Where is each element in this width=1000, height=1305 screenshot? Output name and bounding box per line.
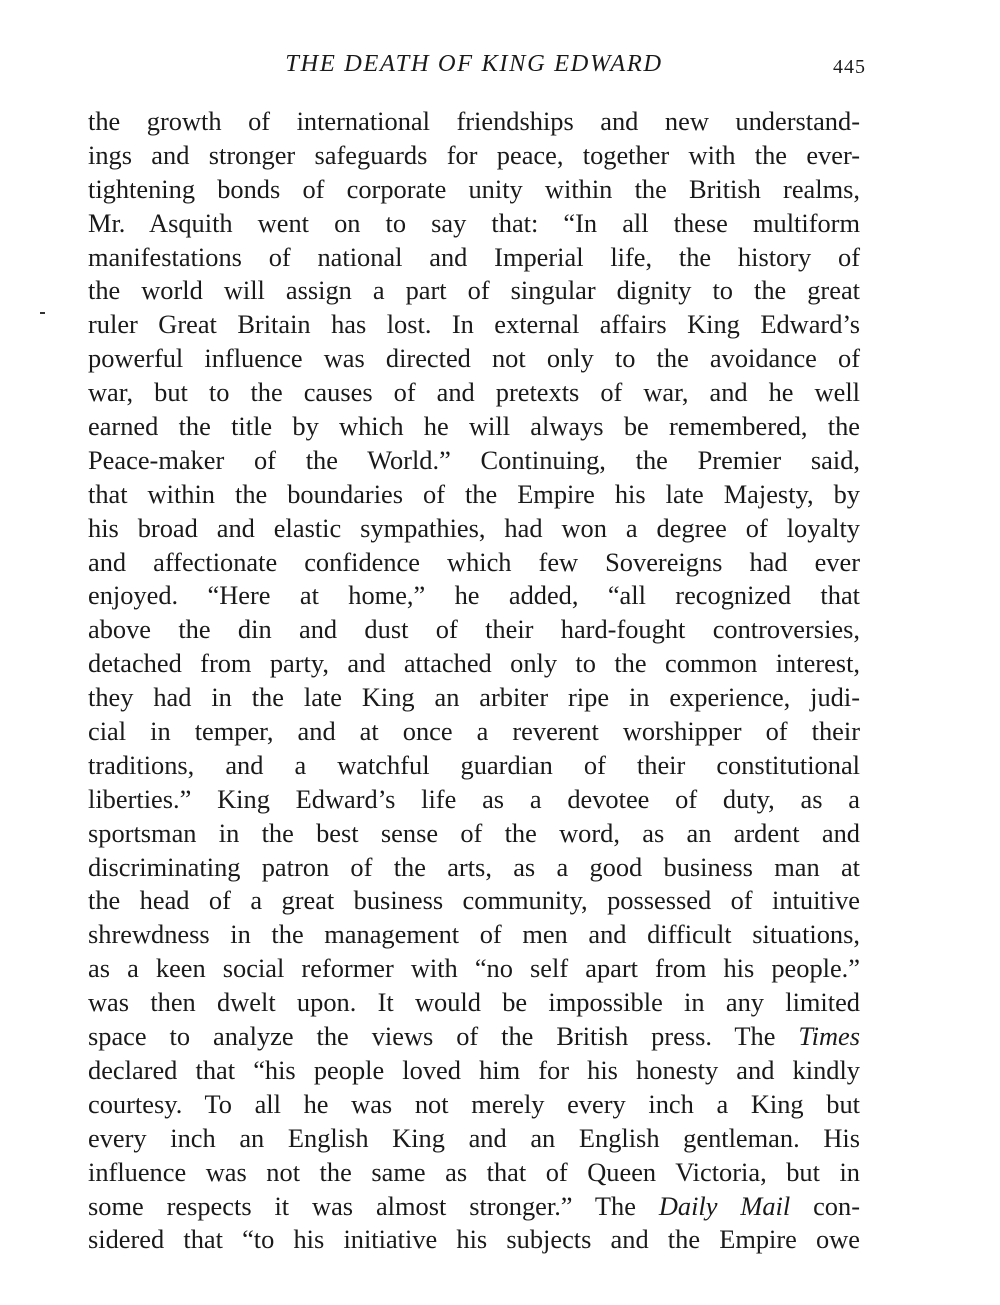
margin-speck: [40, 312, 45, 314]
text-line: [88, 308, 860, 342]
text-line: [88, 1054, 860, 1088]
text-segment: the world will assign a part of singular dignity to the great: [88, 275, 860, 306]
text-segment: every inch an English King and an English gentleman. His: [88, 1122, 860, 1153]
text-segment: the head of a great business community, possessed of intuitive: [88, 885, 860, 916]
text-line: [88, 173, 860, 207]
text-segment: con-: [790, 1190, 860, 1221]
text-line: [88, 1156, 860, 1190]
text-segment: cial in temper, and at once a reverent worshipper of their: [88, 716, 860, 747]
text-segment: liberties.” King Edward’s life as a devotee of duty, as a: [88, 783, 860, 814]
text-segment: traditions, and a watchful guardian of their constitutional: [88, 749, 860, 780]
text-line: [88, 274, 860, 308]
text-segment: above the din and dust of their hard-fought controversies,: [88, 614, 860, 645]
text-line: [88, 410, 860, 444]
running-head: [88, 48, 866, 88]
text-segment: tightening bonds of corporate unity within the British realms,: [88, 173, 860, 204]
text-line: [88, 749, 860, 783]
text-segment: space to analyze the views of the British press. The: [88, 1021, 799, 1052]
text-segment: courtesy. To all he was not merely every inch a King but: [88, 1088, 860, 1119]
text-line: [88, 1223, 860, 1257]
text-segment: and affectionate confidence which few Sovereigns had ever: [88, 546, 860, 577]
text-line: [88, 884, 860, 918]
text-line: [88, 613, 860, 647]
text-line: [88, 376, 860, 410]
running-title: THE DEATH OF KING EDWARD: [285, 50, 663, 77]
body-text: [88, 105, 860, 1257]
text-segment: declared that “his people loved him for his honesty and kindly: [88, 1054, 860, 1085]
text-segment: influence was not the same as that of Queen Victoria, but in: [88, 1156, 860, 1187]
text-line: [88, 647, 860, 681]
text-segment: his broad and elastic sympathies, had won a degree of loyalty: [88, 512, 860, 543]
text-segment: earned the title by which he will always be remembered, the: [88, 411, 860, 442]
text-segment: discriminating patron of the arts, as a good business man at: [88, 851, 860, 882]
text-segment: sidered that “to his initiative his subjects and the Empire owe: [88, 1224, 860, 1255]
text-line: [88, 1122, 860, 1156]
text-line: [88, 139, 860, 173]
text-line: [88, 817, 860, 851]
text-segment: Peace-maker of the World.” Continuing, the Premier said,: [88, 444, 860, 475]
italic-title: Daily Mail: [658, 1190, 791, 1221]
text-segment: enjoyed. “Here at home,” he added, “all recognized that: [88, 580, 860, 611]
text-segment: shrewdness in the management of men and difficult situations,: [88, 919, 860, 950]
text-segment: Mr. Asquith went on to say that: “In all these multiform: [88, 207, 860, 238]
text-segment: some respects it was almost stronger.” The: [88, 1190, 659, 1221]
text-line: [88, 342, 860, 376]
text-line: [88, 1088, 860, 1122]
text-line: [88, 105, 860, 139]
text-segment: powerful influence was directed not only to the avoidance of: [88, 343, 860, 374]
text-segment: war, but to the causes of and pretexts of war, and he well: [88, 377, 860, 408]
text-line: [88, 918, 860, 952]
text-line: [88, 241, 860, 275]
text-segment: ruler Great Britain has lost. In external affairs King Edward’s: [88, 309, 860, 340]
text-line: [88, 579, 860, 613]
text-line: [88, 512, 860, 546]
italic-title: Times: [798, 1021, 860, 1052]
text-segment: was then dwelt upon. It would be impossible in any limited: [88, 987, 860, 1018]
text-line: [88, 952, 860, 986]
text-line: [88, 546, 860, 580]
text-segment: the growth of international friendships and new understand-: [88, 106, 860, 136]
text-line: [88, 444, 860, 478]
text-line: [88, 986, 860, 1020]
text-segment: sportsman in the best sense of the word, as an ardent and: [88, 817, 860, 848]
text-segment: they had in the late King an arbiter ripe in experience, judi-: [88, 682, 860, 713]
text-line: [88, 851, 860, 885]
text-line: [88, 478, 860, 512]
text-line: [88, 207, 860, 241]
page-number: 445: [833, 56, 866, 78]
text-line: [88, 1190, 860, 1224]
text-line: [88, 681, 860, 715]
text-segment: that within the boundaries of the Empire his late Majesty, by: [88, 478, 860, 509]
text-segment: ings and stronger safeguards for peace, together with the ever-: [88, 139, 860, 170]
text-segment: as a keen social reformer with “no self apart from his people.”: [88, 953, 860, 984]
text-line: [88, 1020, 860, 1054]
text-segment: detached from party, and attached only to the common interest,: [88, 648, 860, 679]
text-line: [88, 783, 860, 817]
text-segment: manifestations of national and Imperial life, the history of: [88, 241, 860, 272]
text-line: [88, 715, 860, 749]
